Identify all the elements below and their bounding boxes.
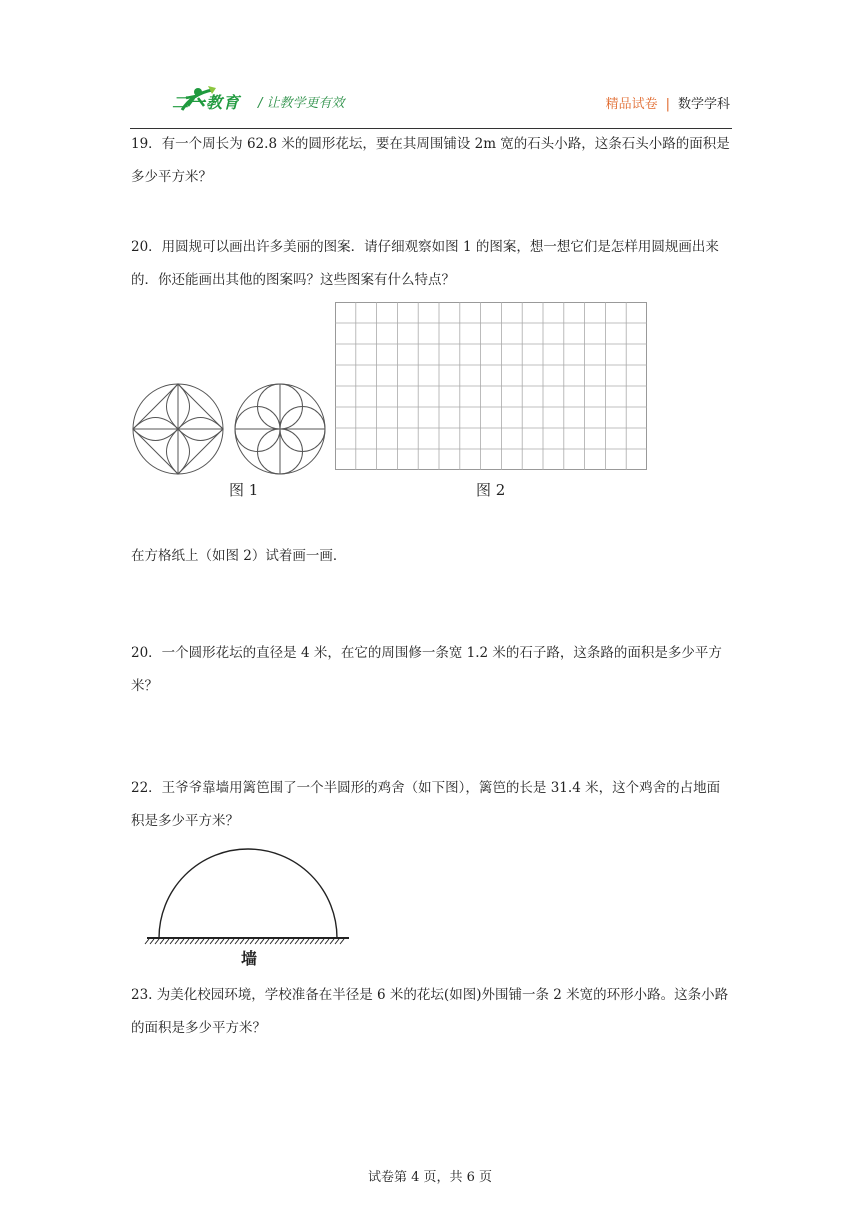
wall-hatch-mark: [235, 939, 239, 944]
wall-hatch-mark: [240, 939, 244, 944]
wall-label: 墙: [241, 949, 258, 968]
semicircle-arc: [145, 840, 355, 940]
question-23: 23. 为美化校园环境，学校准备在半径是 6 米的花坛(如图)外围铺一条 2 米宽的环形小路。这条小路的面积是多少平方米？: [131, 987, 729, 1036]
wall-hatch-mark: [205, 939, 209, 944]
wall-hatch-mark: [180, 939, 184, 944]
wall-hatch-mark: [285, 939, 289, 944]
header-right: [606, 93, 730, 112]
wall-hatch-mark: [200, 939, 204, 944]
brand-slogan: / 让教学更有效: [258, 96, 345, 111]
wall-hatch-mark: [325, 939, 329, 944]
question-20-flowerbed: 20．一个圆形花坛的直径是 4 米，在它的周围修一条宽 1.2 米的石子路，这条路的面积是多少平方米？: [131, 645, 722, 694]
wall-hatch-mark: [295, 939, 299, 944]
header-separator: |: [665, 97, 670, 112]
wall-hatch-mark: [210, 939, 214, 944]
figure-2-grid-paper: [335, 302, 647, 470]
wall-hatch-mark: [335, 939, 339, 944]
wall-hatch-mark: [250, 939, 254, 944]
wall-hatch-mark: [260, 939, 264, 944]
wall-hatch-mark: [155, 939, 159, 944]
question-22: 22．王爷爷靠墙用篱笆围了一个半圆形的鸡舍（如下图），篱笆的长是 31.4 米，这个鸡舍的占地面积是多少平方米？: [131, 780, 721, 829]
brand-name: 二一教育: [172, 93, 241, 112]
wall-hatch-mark: [220, 939, 224, 944]
wall-hatch-mark: [160, 939, 164, 944]
wall-hatch-mark: [275, 939, 279, 944]
wall-hatch-mark: [170, 939, 174, 944]
wall-hatch-mark: [310, 939, 314, 944]
wall-hatch-mark: [320, 939, 324, 944]
wall-hatch-mark: [300, 939, 304, 944]
page-header: [0, 0, 860, 130]
figure-1-pinwheel-pattern: [233, 382, 327, 476]
wall-hatch-mark: [315, 939, 319, 944]
header-tag: 精品试卷: [605, 97, 658, 112]
grid-instruction: 在方格纸上（如图 2）试着画一画．: [131, 548, 347, 564]
wall-hatch-mark: [255, 939, 259, 944]
question-20-compass: 20．用圆规可以画出许多美丽的图案．请仔细观察如图 1 的图案，想一想它们是怎样用圆规画出来的．你还能画出其他的图案吗？这些图案有什么特点？: [131, 239, 719, 288]
wall-hatch-mark: [245, 939, 249, 944]
question-19: 19．有一个周长为 62.8 米的圆形花坛，要在其周围铺设 2m 宽的石头小路，这条石头小路的面积是多少平方米？: [131, 136, 730, 185]
figure-2-label: 图 2: [476, 481, 506, 499]
wall-hatch-mark: [270, 939, 274, 944]
wall-hatch-mark: [230, 939, 234, 944]
wall-hatch-mark: [280, 939, 284, 944]
wall-hatch-mark: [185, 939, 189, 944]
wall-hatch-mark: [215, 939, 219, 944]
wall-hatch-mark: [165, 939, 169, 944]
figure-1-flower-pattern: [131, 382, 225, 476]
wall-hatch-mark: [330, 939, 334, 944]
page-footer: 试卷第 4 页，共 6 页: [367, 1170, 493, 1185]
wall-hatch-mark: [150, 939, 154, 944]
header-subject: 数学学科: [677, 97, 730, 112]
wall-hatch-mark: [305, 939, 309, 944]
wall-hatch-mark: [195, 939, 199, 944]
wall-hatch-mark: [190, 939, 194, 944]
wall-hatch-mark: [145, 939, 149, 944]
wall-hatch-mark: [340, 939, 344, 944]
wall-hatch-mark: [175, 939, 179, 944]
wall-hatch-mark: [225, 939, 229, 944]
wall-hatch-mark: [290, 939, 294, 944]
figure-1-label: 图 1: [229, 481, 259, 499]
wall-hatch-mark: [265, 939, 269, 944]
